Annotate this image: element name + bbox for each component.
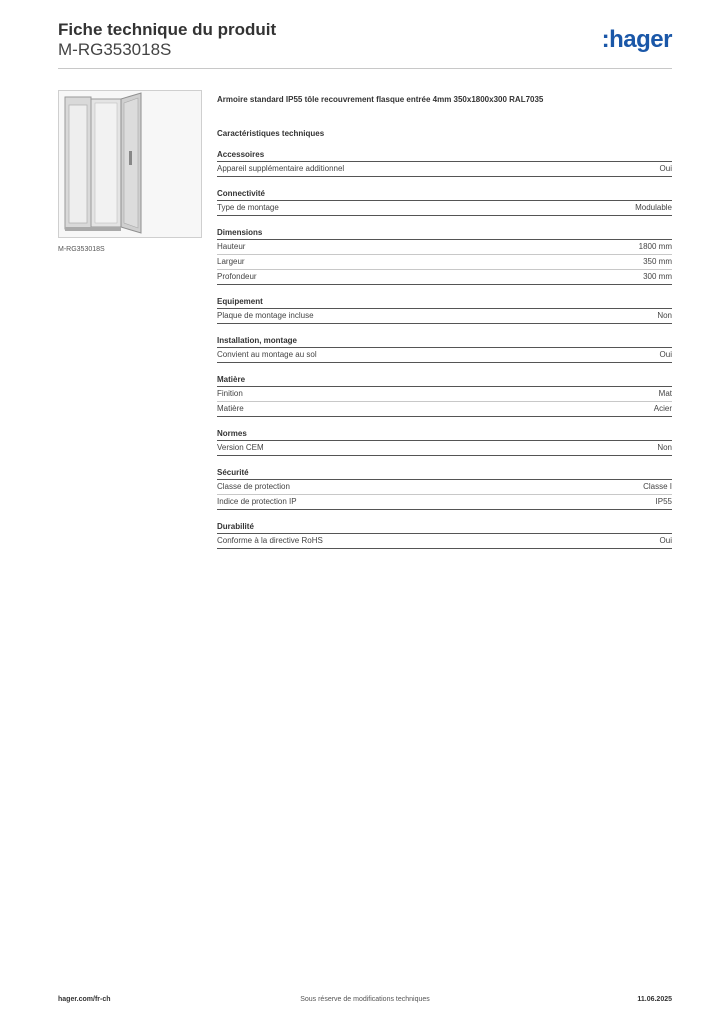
spec-row: [217, 402, 672, 417]
spec-value: 300 mm: [643, 272, 672, 281]
spec-value: Classe I: [643, 482, 672, 491]
spec-group-title: Durabilité: [217, 522, 672, 534]
spec-group: [217, 522, 672, 549]
product-reference: M-RG353018S: [58, 40, 172, 59]
header-divider: [58, 68, 672, 69]
spec-group-title: Accessoires: [217, 150, 672, 162]
spec-row: [217, 534, 672, 549]
spec-value: Non: [657, 311, 672, 320]
spec-label: Indice de protection IP: [217, 497, 297, 506]
spec-row: [217, 270, 672, 285]
spec-group: [217, 375, 672, 417]
spec-row: [217, 201, 672, 216]
spec-row: [217, 309, 672, 324]
product-name: Armoire standard IP55 tôle recouvrement flasque entrée 4mm 350x1800x300 RAL7035: [217, 95, 544, 104]
spec-value: Modulable: [635, 203, 672, 212]
spec-row: [217, 162, 672, 177]
image-caption: M-RG353018S: [58, 246, 105, 253]
spec-value: Oui: [659, 164, 672, 173]
section-heading: Caractéristiques techniques: [217, 129, 325, 138]
spec-value: Acier: [653, 404, 672, 413]
spec-label: Type de montage: [217, 203, 279, 212]
spec-group-title: Sécurité: [217, 468, 672, 480]
spec-group-title: Connectivité: [217, 189, 672, 201]
spec-value: Mat: [658, 389, 672, 398]
spec-row: [217, 387, 672, 402]
spec-row: [217, 240, 672, 255]
page-title: Fiche technique du produit: [58, 20, 277, 39]
spec-group: [217, 189, 672, 216]
spec-group: [217, 336, 672, 363]
spec-value: 1800 mm: [638, 242, 672, 251]
specifications-column: [217, 94, 672, 549]
spec-group-title: Matière: [217, 375, 672, 387]
footer-website[interactable]: hager.com/fr-ch: [58, 996, 111, 1003]
footer-disclaimer: Sous réserve de modifications techniques: [300, 996, 430, 1003]
spec-label: Matière: [217, 404, 244, 413]
spec-group-title: Dimensions: [217, 228, 672, 240]
spec-value: Oui: [659, 536, 672, 545]
spec-value: Non: [657, 443, 672, 452]
spec-label: Conforme à la directive RoHS: [217, 536, 323, 545]
spec-value: Oui: [659, 350, 672, 359]
spec-label: Largeur: [217, 257, 245, 266]
spec-row: [217, 348, 672, 363]
spec-label: Hauteur: [217, 242, 246, 251]
spec-label: Finition: [217, 389, 243, 398]
spec-group: [217, 468, 672, 510]
spec-row: [217, 495, 672, 510]
product-image-column: [58, 90, 202, 253]
spec-group: [217, 228, 672, 285]
spec-label: Profondeur: [217, 272, 257, 281]
spec-group-title: Equipement: [217, 297, 672, 309]
spec-label: Plaque de montage incluse: [217, 311, 314, 320]
spec-row: [217, 441, 672, 456]
footer-date: 11.06.2025: [637, 996, 672, 1003]
spec-value: 350 mm: [643, 257, 672, 266]
spec-label: Version CEM: [217, 443, 264, 452]
spec-group: [217, 429, 672, 456]
spec-label: Classe de protection: [217, 482, 290, 491]
product-image: [58, 90, 202, 238]
spec-group-title: Installation, montage: [217, 336, 672, 348]
spec-group: [217, 150, 672, 177]
spec-label: Appareil supplémentaire additionnel: [217, 164, 345, 173]
spec-value: IP55: [655, 497, 672, 506]
spec-row: [217, 255, 672, 270]
spec-label: Convient au montage au sol: [217, 350, 317, 359]
spec-row: [217, 480, 672, 495]
hager-logo: :hager: [601, 26, 672, 53]
spec-group-title: Normes: [217, 429, 672, 441]
spec-group: [217, 297, 672, 324]
page-header: [58, 20, 672, 70]
spec-groups: [217, 150, 672, 549]
